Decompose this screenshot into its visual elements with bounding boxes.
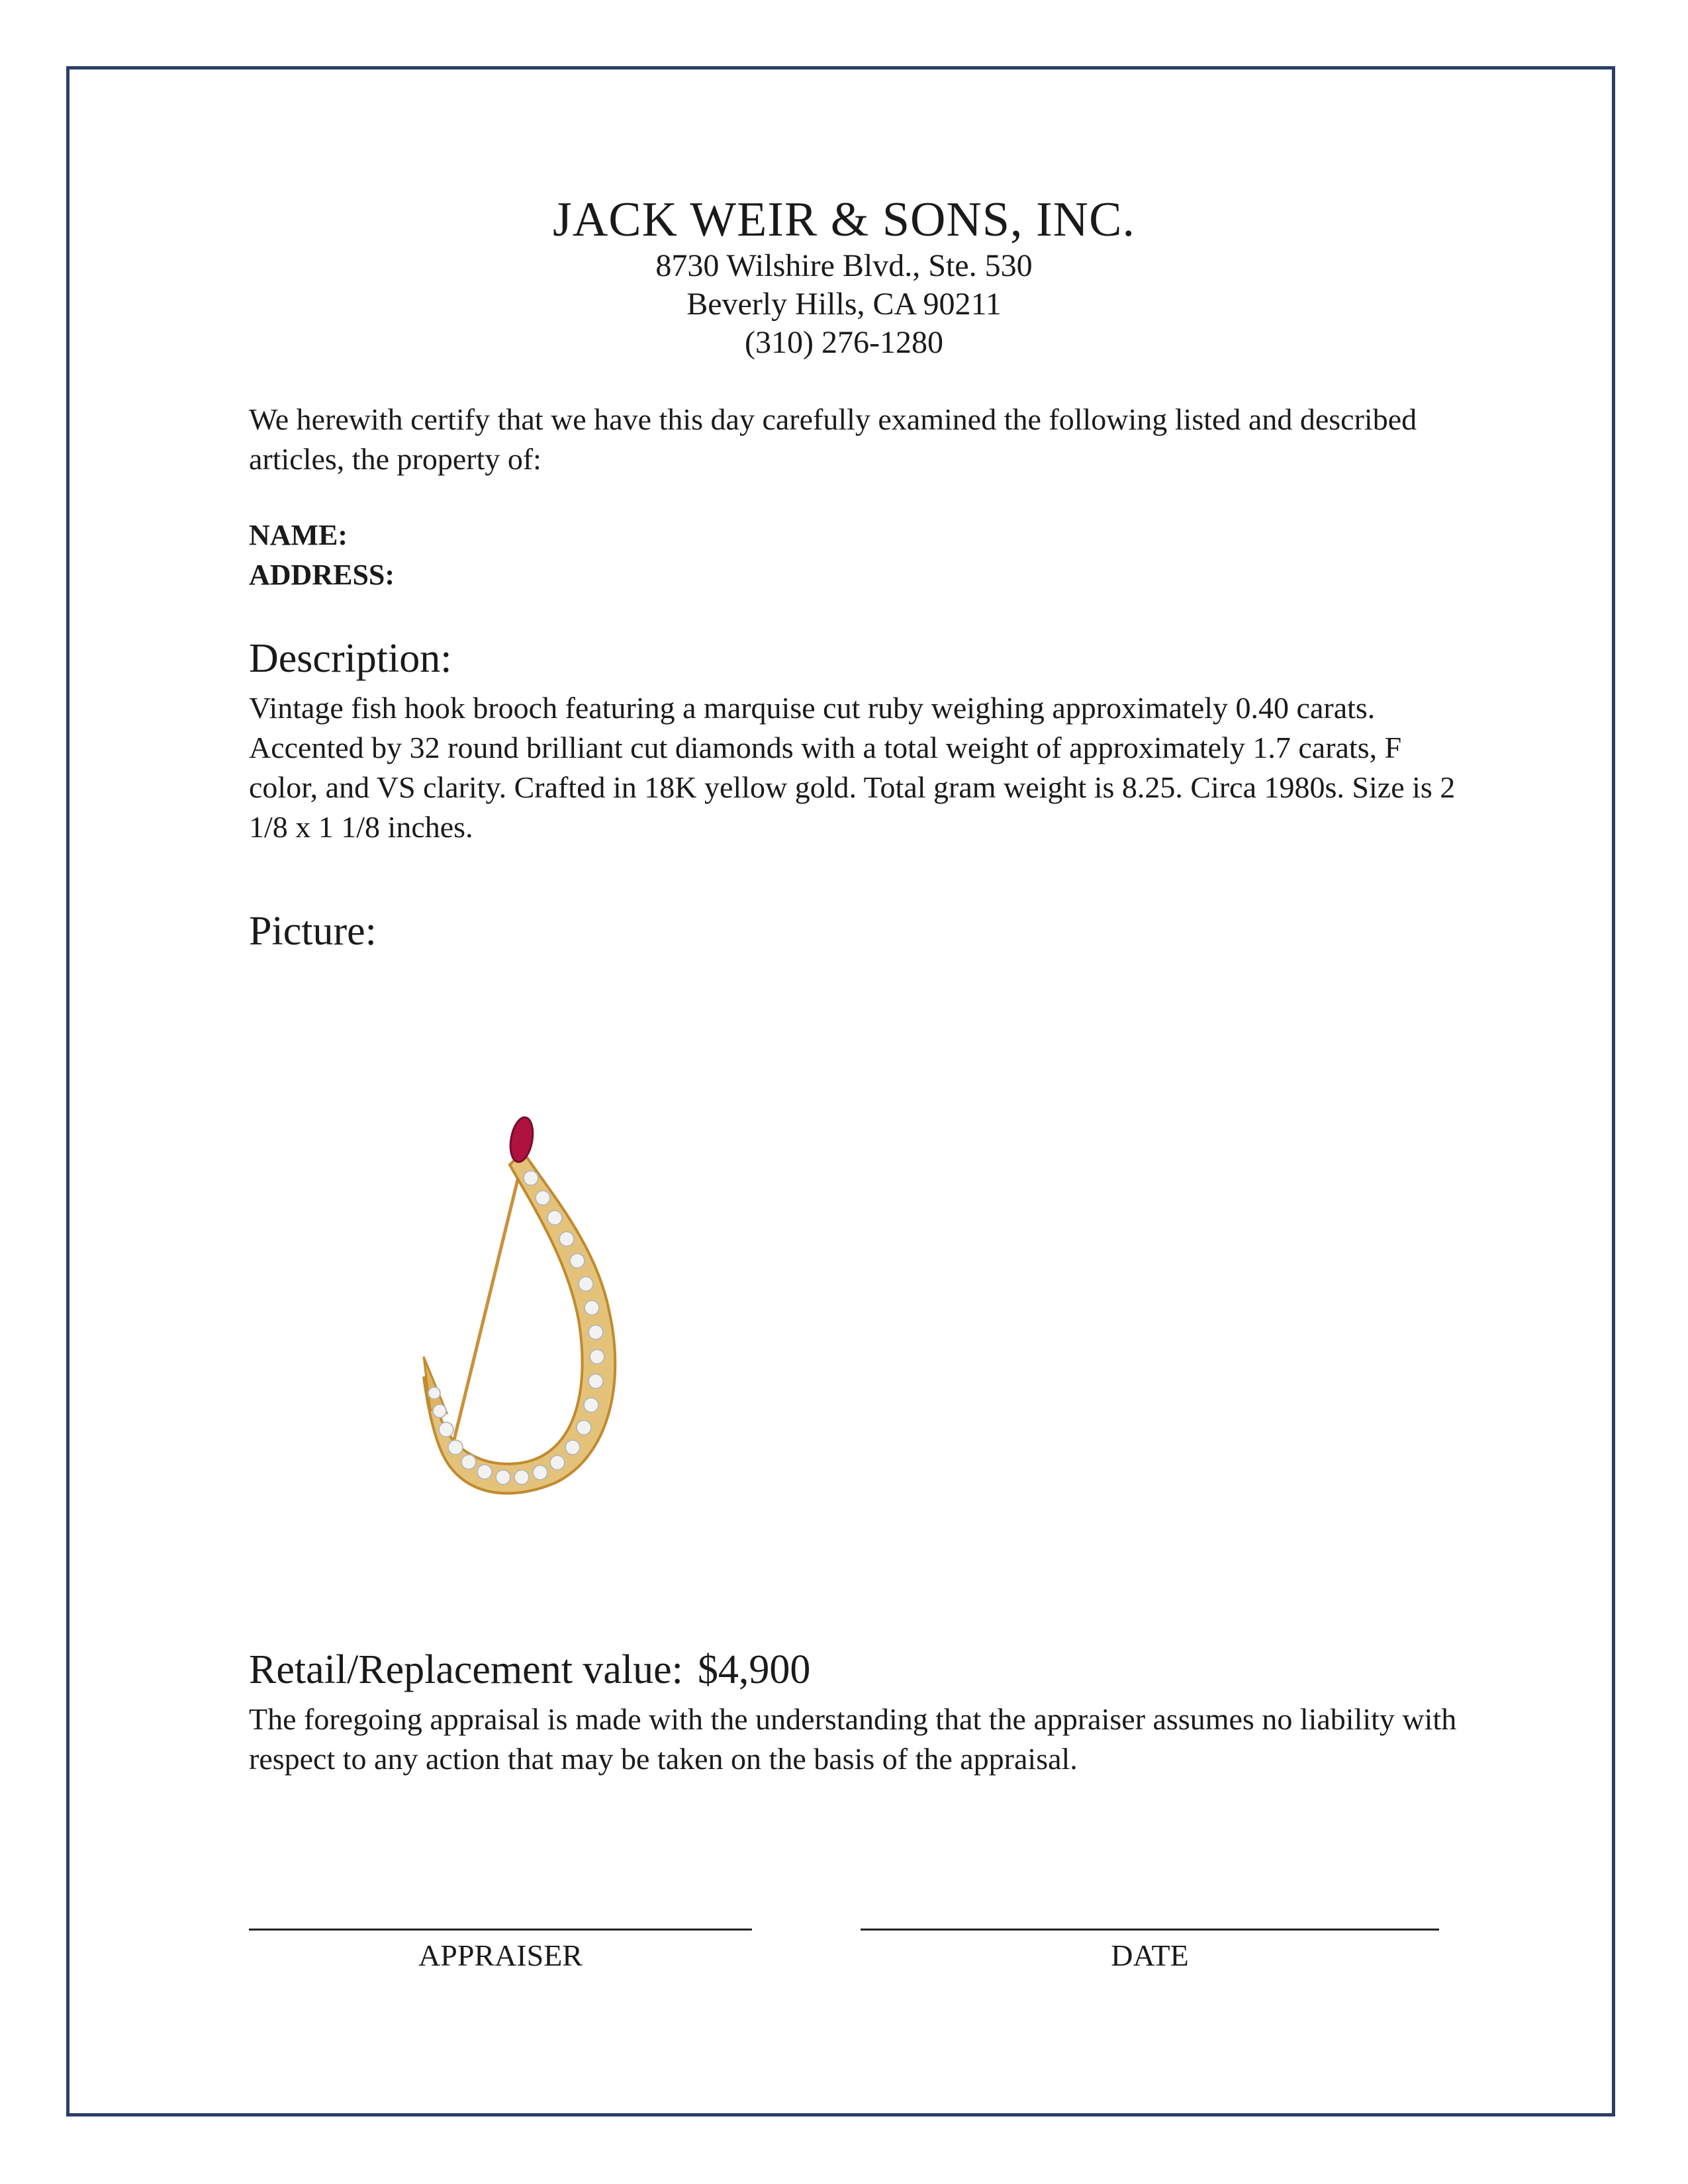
brooch-pin xyxy=(450,1158,523,1456)
valuation-amount: $4,900 xyxy=(697,1647,811,1692)
company-phone: (310) 276-1280 xyxy=(745,325,943,360)
company-address-street: 8730 Wilshire Blvd., Ste. 530 xyxy=(655,248,1033,283)
liability-disclaimer: The foregoing appraisal is made with the understanding that the appraiser assumes no liability with respect to any action that may be taken on the basis of the appraisal. xyxy=(249,1702,1457,1776)
owner-address-label: ADDRESS: xyxy=(249,559,395,591)
date-signature-line xyxy=(861,1929,1439,1931)
appraiser-signature-line xyxy=(249,1929,752,1931)
company-name: JACK WEIR & SONS, INC. xyxy=(553,193,1135,247)
certification-intro: We herewith certify that we have this day carefully examined the following listed and described articles, the property of: xyxy=(249,402,1417,476)
description-heading: Description: xyxy=(249,636,452,681)
company-address-city: Beverly Hills, CA 90211 xyxy=(686,287,1002,322)
description-body: Vintage fish hook brooch featuring a marquise cut ruby weighing approximately 0.40 carats. Accented by 32 round brilliant cut diamonds with a total weight of approximately 1.7 carats, F color, and VS clarity. Crafted in 18K yellow gold. Total gram weight is 8.25. Circa 1980s. Size is 2 1/8 x 1 1/8 inches. xyxy=(249,691,1456,844)
ruby-stone xyxy=(507,1116,536,1164)
appraiser-label: APPRAISER xyxy=(418,1938,583,1972)
page-border xyxy=(66,66,1615,2116)
valuation-label: Retail/Replacement value: xyxy=(249,1647,683,1692)
date-label: DATE xyxy=(1111,1938,1189,1972)
valuation-row xyxy=(249,1647,810,1694)
picture-heading: Picture: xyxy=(249,909,377,954)
brooch-photo xyxy=(410,1112,649,1535)
owner-name-label: NAME: xyxy=(249,519,348,551)
